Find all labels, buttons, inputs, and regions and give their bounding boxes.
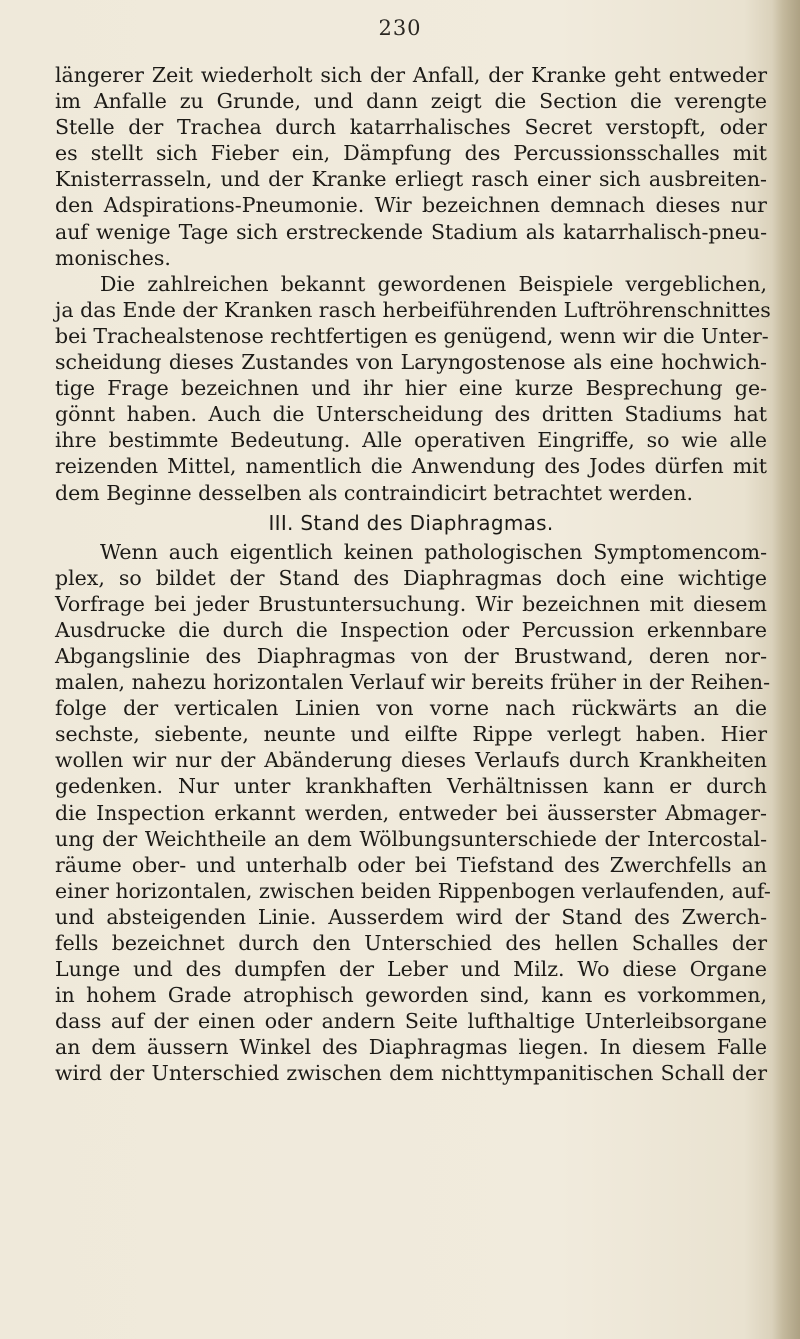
text-line: tige Frage bezeichnen und ihr hier eine kurze Besprechung ge- (55, 376, 767, 401)
text-line: reizenden Mittel, namentlich die Anwendung des Jodes dürfen mit (55, 454, 767, 479)
text-line: es stellt sich Fieber ein, Dämpfung des Percussionsschalles mit (55, 141, 767, 166)
text-line: Ausdrucke die durch die Inspection oder Percussion erkennbare (55, 617, 767, 642)
text-line: dem Beginne desselben als contraindicirt betrachtet werden. (55, 480, 694, 505)
text-line: fells bezeichnet durch den Unterschied des hellen Schalles der (55, 931, 767, 955)
text-line: Abgangslinie des Diaphragmas von der Brustwand, deren nor- (55, 643, 767, 668)
text-line: Vorfrage bei jeder Brustuntersuchung. Wir bezeichnen mit diesem (55, 591, 767, 616)
text-line: ja das Ende der Kranken rasch herbeiführenden Luftröhrenschnittes (55, 297, 771, 322)
text-line: wollen wir nur der Abänderung dieses Verlaufs durch Krankheiten (55, 748, 767, 773)
text-line: sechste, siebente, neunte und eilfte Rippe verlegt haben. Hier (55, 722, 767, 747)
paragraph-trachealstenose (55, 271, 771, 506)
text-line: an dem äussern Winkel des Diaphragmas liegen. In diesem Falle (55, 1035, 767, 1060)
text-line: malen, nahezu horizontalen Verlauf wir bereits früher in der Reihen- (55, 670, 771, 695)
text-line: bei Trachealstenose rechtfertigen es genügend, wenn wir die Unter- (55, 323, 769, 348)
text-line: plex, so bildet der Stand des Diaphragmas doch eine wichtige (55, 565, 767, 590)
text-line: Knisterrasseln, und der Kranke erliegt rasch einer sich ausbreiten- (55, 167, 767, 192)
text-line: einer horizontalen, zwischen beiden Rippenbogen verlaufenden, auf- (55, 878, 771, 903)
text-line: längerer Zeit wiederholt sich der Anfall, der Kranke geht entweder (55, 63, 767, 87)
paragraph-diaphragma (55, 539, 771, 1087)
page-edge-shadow (772, 0, 800, 1339)
text-line: den Adspirations-Pneumonie. Wir bezeichnen demnach dieses nur (55, 193, 767, 218)
text-line: wird der Unterschied zwischen dem nichttympanitischen Schall der (55, 1061, 767, 1086)
text-line: ung der Weichtheile an dem Wölbungsunterschiede der Intercostal- (55, 826, 767, 851)
text-line: folge der verticalen Linien von vorne nach rückwärts an die (55, 696, 767, 721)
text-line: Wenn auch eigentlich keinen pathologischen Symptomencom- (100, 539, 767, 564)
text-line: die Inspection erkannt werden, entweder bei äusserster Abmager- (55, 800, 767, 825)
text-line: monisches. (55, 245, 171, 270)
text-line: Lunge und des dumpfen der Leber und Milz. Wo diese Organe (55, 957, 767, 982)
text-line: im Anfalle zu Grunde, und dann zeigt die Section die verengte (55, 89, 767, 114)
text-line: gönnt haben. Auch die Unterscheidung des dritten Stadiums hat (55, 402, 767, 427)
section-heading: III. Stand des Diaphragmas. (268, 510, 554, 535)
paragraph-continuation (55, 62, 767, 271)
text-line: dass auf der einen oder andern Seite lufthaltige Unterleibsorgane (55, 1009, 767, 1034)
text-line: und absteigenden Linie. Ausserdem wird der Stand des Zwerch- (55, 904, 767, 929)
text-line: räume ober- und unterhalb oder bei Tiefstand des Zwerchfells an (55, 852, 767, 877)
page-body (55, 62, 771, 1087)
text-line: scheidung dieses Zustandes von Laryngostenose als eine hochwich- (55, 350, 767, 375)
text-line: auf wenige Tage sich erstreckende Stadium als katarrhalisch-pneu- (55, 219, 767, 244)
text-line: gedenken. Nur unter krankhaften Verhältnissen kann er durch (55, 774, 767, 799)
page-number: 230 (378, 16, 422, 40)
text-line: Die zahlreichen bekannt gewordenen Beispiele vergeblichen, (100, 271, 767, 296)
text-line: ihre bestimmte Bedeutung. Alle operativen Eingriffe, so wie alle (55, 428, 767, 453)
text-line: Stelle der Trachea durch katarrhalisches Secret verstopft, oder (55, 115, 767, 140)
text-line: in hohem Grade atrophisch geworden sind, kann es vorkommen, (55, 983, 767, 1008)
